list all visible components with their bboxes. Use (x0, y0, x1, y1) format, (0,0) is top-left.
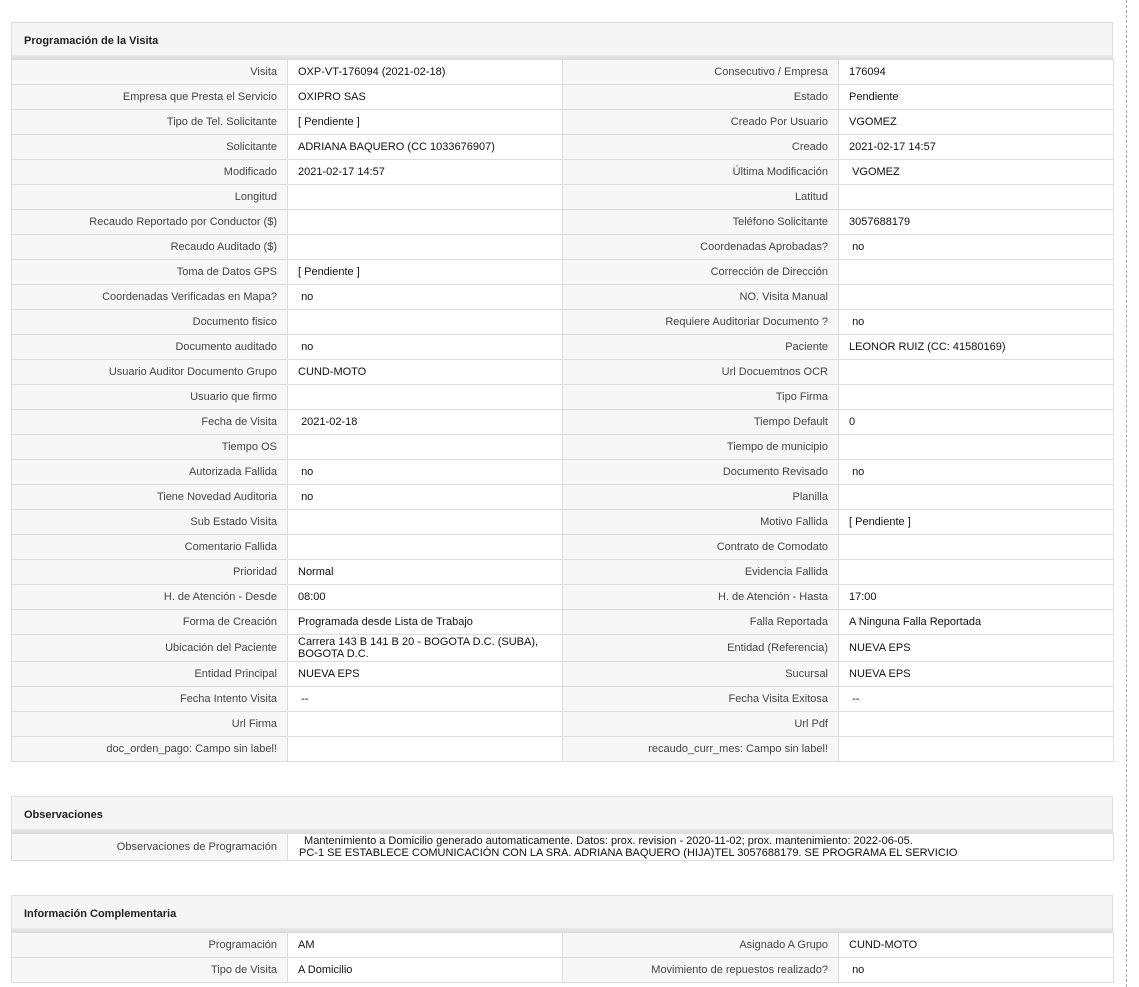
field-value: NUEVA EPS (288, 662, 563, 687)
field-value (288, 210, 563, 235)
field-label: recaudo_curr_mes: Campo sin label! (563, 737, 839, 762)
table-row (12, 235, 1114, 260)
field-value (839, 485, 1114, 510)
field-label: Url Firma (12, 712, 288, 737)
field-value: CUND-MOTO (288, 360, 563, 385)
field-label: Tiempo OS (12, 435, 288, 460)
field-value: NUEVA EPS (839, 635, 1114, 662)
field-label: Planilla (563, 485, 839, 510)
table-row (12, 210, 1114, 235)
field-value (839, 560, 1114, 585)
field-value (288, 737, 563, 762)
field-value (839, 435, 1114, 460)
table-row (12, 135, 1114, 160)
field-value: 2021-02-17 14:57 (288, 160, 563, 185)
panel-title: Programación de la Visita (24, 35, 159, 47)
field-label: Documento Revisado (563, 460, 839, 485)
table-row (12, 335, 1114, 360)
table-row (12, 310, 1114, 335)
field-label: Consecutivo / Empresa (563, 60, 839, 85)
field-value (839, 260, 1114, 285)
field-label: Creado (563, 135, 839, 160)
field-label: Coordenadas Verificadas en Mapa? (12, 285, 288, 310)
field-label: Estado (563, 85, 839, 110)
field-label: Programación (12, 933, 288, 958)
field-value: LEONOR RUIZ (CC: 41580169) (839, 335, 1114, 360)
field-label: Motivo Fallida (563, 510, 839, 535)
field-value: Carrera 143 B 141 B 20 - BOGOTA D.C. (SUBA), BOGOTA D.C. (288, 635, 563, 662)
programacion-header (11, 22, 1113, 59)
table-row (12, 185, 1114, 210)
field-value: 176094 (839, 60, 1114, 85)
table-row (12, 285, 1114, 310)
field-label: Usuario que firmo (12, 385, 288, 410)
table-row (12, 435, 1114, 460)
field-value: -- (839, 687, 1114, 712)
field-value: [ Pendiente ] (288, 110, 563, 135)
field-value: 2021-02-17 14:57 (839, 135, 1114, 160)
field-label: Sub Estado Visita (12, 510, 288, 535)
field-label: Url Pdf (563, 712, 839, 737)
field-value: [ Pendiente ] (288, 260, 563, 285)
complementaria-table (11, 932, 1114, 983)
table-row (12, 687, 1114, 712)
field-value: Programada desde Lista de Trabajo (288, 610, 563, 635)
field-label: Toma de Datos GPS (12, 260, 288, 285)
observaciones-panel (11, 796, 1113, 861)
table-row (12, 610, 1114, 635)
field-value: OXP-VT-176094 (2021-02-18) (288, 60, 563, 85)
observaciones-table (11, 833, 1114, 861)
field-label: Solicitante (12, 135, 288, 160)
field-label: Fecha de Visita (12, 410, 288, 435)
field-label: Visita (12, 60, 288, 85)
field-label: Latitud (563, 185, 839, 210)
field-label: Recaudo Auditado ($) (12, 235, 288, 260)
field-label: doc_orden_pago: Campo sin label! (12, 737, 288, 762)
field-label: Requiere Auditoriar Documento ? (563, 310, 839, 335)
field-value: no (288, 485, 563, 510)
field-value (288, 435, 563, 460)
field-value: 3057688179 (839, 210, 1114, 235)
field-label: Movimiento de repuestos realizado? (563, 958, 839, 983)
field-value (839, 712, 1114, 737)
table-row (12, 460, 1114, 485)
field-label: Autorizada Fallida (12, 460, 288, 485)
field-label: Modificado (12, 160, 288, 185)
field-label: Teléfono Solicitante (563, 210, 839, 235)
field-value: -- (288, 687, 563, 712)
field-label: Url Docuemtnos OCR (563, 360, 839, 385)
field-label: Fecha Visita Exitosa (563, 687, 839, 712)
field-label: Prioridad (12, 560, 288, 585)
field-label: Tiempo de municipio (563, 435, 839, 460)
table-row (12, 535, 1114, 560)
complementaria-panel (11, 895, 1113, 983)
field-label: Corrección de Dirección (563, 260, 839, 285)
field-value: no (839, 235, 1114, 260)
field-value: VGOMEZ (839, 110, 1114, 135)
field-label: Tiene Novedad Auditoria (12, 485, 288, 510)
field-value: 0 (839, 410, 1114, 435)
field-value: [ Pendiente ] (839, 510, 1114, 535)
table-row (12, 110, 1114, 135)
field-value (839, 185, 1114, 210)
field-value: no (288, 335, 563, 360)
field-label: Documento fisico (12, 310, 288, 335)
table-row (12, 560, 1114, 585)
field-value: 08:00 (288, 585, 563, 610)
table-row (12, 585, 1114, 610)
field-value: no (839, 958, 1114, 983)
complementaria-header (11, 895, 1113, 932)
table-row (12, 662, 1114, 687)
observation-line: PC-1 SE ESTABLECE COMUNICACIÓN CON LA SRA. ADRIANA BAQUERO (HIJA)TEL 3057688179. SE PROGRAMA EL SERVICIO (299, 847, 958, 859)
table-row (12, 933, 1114, 958)
field-label: Entidad Principal (12, 662, 288, 687)
table-row (12, 410, 1114, 435)
field-value (839, 360, 1114, 385)
field-label: Evidencia Fallida (563, 560, 839, 585)
field-label: Creado Por Usuario (563, 110, 839, 135)
table-row (12, 160, 1114, 185)
field-value (288, 185, 563, 210)
field-label: Tipo Firma (563, 385, 839, 410)
panel-title: Observaciones (24, 809, 103, 821)
table-row (12, 485, 1114, 510)
programacion-table (11, 59, 1114, 762)
field-label: Longitud (12, 185, 288, 210)
field-value (288, 385, 563, 410)
field-value: VGOMEZ (839, 160, 1114, 185)
field-label: Falla Reportada (563, 610, 839, 635)
field-value: CUND-MOTO (839, 933, 1114, 958)
table-row (12, 510, 1114, 535)
field-label: Paciente (563, 335, 839, 360)
field-value: ADRIANA BAQUERO (CC 1033676907) (288, 135, 563, 160)
field-label: Usuario Auditor Documento Grupo (12, 360, 288, 385)
field-label: H. de Atención - Desde (12, 585, 288, 610)
field-label: Contrato de Comodato (563, 535, 839, 560)
page-divider (1126, 0, 1127, 987)
field-label: Tiempo Default (563, 410, 839, 435)
table-row (12, 60, 1114, 85)
field-label: Comentario Fallida (12, 535, 288, 560)
field-label: Tipo de Visita (12, 958, 288, 983)
field-value: 17:00 (839, 585, 1114, 610)
table-row (12, 712, 1114, 737)
field-label: Empresa que Presta el Servicio (12, 85, 288, 110)
field-value: Pendiente (839, 85, 1114, 110)
table-row (12, 85, 1114, 110)
field-label: Forma de Creación (12, 610, 288, 635)
field-value: NUEVA EPS (839, 662, 1114, 687)
field-value (288, 310, 563, 335)
field-label: Tipo de Tel. Solicitante (12, 110, 288, 135)
field-value: no (839, 460, 1114, 485)
field-value (288, 834, 1114, 861)
field-value (839, 285, 1114, 310)
field-value: no (839, 310, 1114, 335)
field-label: Sucursal (563, 662, 839, 687)
field-value (839, 385, 1114, 410)
field-label: Documento auditado (12, 335, 288, 360)
field-value: A Domicilio (288, 958, 563, 983)
field-value (839, 535, 1114, 560)
field-value (839, 737, 1114, 762)
field-value: Normal (288, 560, 563, 585)
field-label: Coordenadas Aprobadas? (563, 235, 839, 260)
field-label: Recaudo Reportado por Conductor ($) (12, 210, 288, 235)
field-label: Entidad (Referencia) (563, 635, 839, 662)
field-value: 2021-02-18 (288, 410, 563, 435)
table-row (12, 737, 1114, 762)
field-value (288, 535, 563, 560)
field-label: Asignado A Grupo (563, 933, 839, 958)
field-value: A Ninguna Falla Reportada (839, 610, 1114, 635)
table-row (12, 360, 1114, 385)
field-label: Ubicación del Paciente (12, 635, 288, 662)
field-value (288, 235, 563, 260)
field-label: Última Modificación (563, 160, 839, 185)
field-value (288, 712, 563, 737)
field-value: no (288, 460, 563, 485)
observaciones-header (11, 796, 1113, 833)
table-row (12, 958, 1114, 983)
field-value: no (288, 285, 563, 310)
field-label: H. de Atención - Hasta (563, 585, 839, 610)
field-value (288, 510, 563, 535)
field-value: AM (288, 933, 563, 958)
panel-title: Información Complementaria (24, 908, 177, 920)
table-row (12, 635, 1114, 662)
field-label: Fecha Intento Visita (12, 687, 288, 712)
observation-line: Mantenimiento a Domicilio generado automaticamente. Datos: prox. revision - 2020-11-02; prox. mantenimiento: 2022-06-05. (301, 835, 913, 847)
programacion-panel (11, 22, 1113, 762)
table-row (12, 260, 1114, 285)
field-label: Observaciones de Programación (12, 834, 288, 861)
field-label: NO. Visita Manual (563, 285, 839, 310)
field-value: OXIPRO SAS (288, 85, 563, 110)
table-row (12, 385, 1114, 410)
